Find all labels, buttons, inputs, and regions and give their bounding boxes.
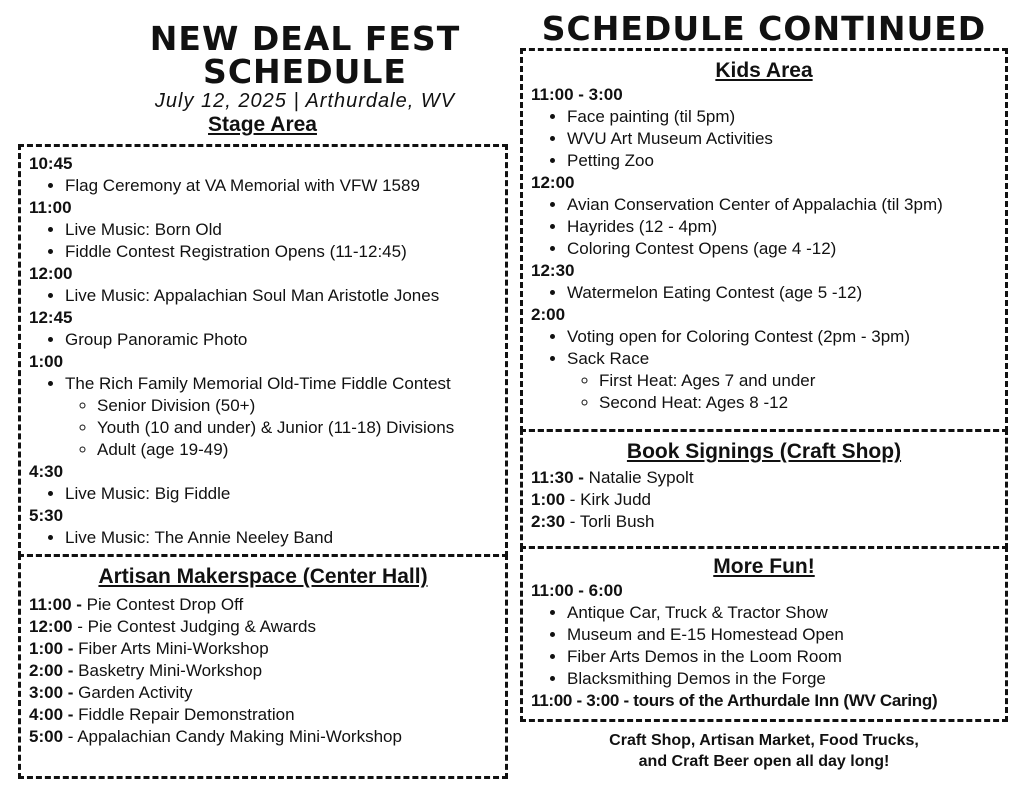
book-signings-heading: Book Signings (Craft Shop) (626, 440, 902, 463)
event-text: Live Music: Appalachian Soul Man Aristotle Jones (65, 286, 440, 305)
page-title (20, 19, 590, 91)
line-text: - Pie Contest Judging & Awards (77, 617, 316, 637)
line-time: 1:00 - (29, 639, 74, 659)
event-text: Flag Ceremony at VA Memorial with VFW 1589 (65, 176, 420, 195)
more-fun-item: • Fiber Arts Demos in the Loom Room (567, 646, 997, 668)
time-label: 12:00 (531, 173, 575, 193)
event-list (29, 175, 497, 197)
line-time: 11:00 - (29, 595, 82, 615)
continued-title: SCHEDULE CONTINUED (541, 9, 987, 48)
event-text: Live Music: The Annie Neeley Band (65, 528, 334, 547)
line-time: 2:00 - (29, 661, 74, 681)
time-label: 2:00 (531, 305, 566, 325)
sub-event-item: ◦ Second Heat: Ages 8 -12 (599, 392, 997, 414)
footer-line-2: and Craft Beer open all day long! (638, 753, 890, 770)
kids-area-heading: Kids Area (715, 59, 813, 82)
event-text: Petting Zoo (567, 151, 654, 171)
schedule-line (29, 682, 497, 704)
event-item (65, 241, 497, 263)
schedule-line (29, 594, 497, 616)
event-text: Face painting (til 5pm) (567, 107, 736, 127)
line-time: 3:00 - (29, 683, 74, 703)
time-label: 12:45 (29, 308, 73, 327)
line-time: 4:00 - (29, 705, 74, 725)
time-label: 12:30 (531, 261, 575, 281)
line-time: 2:30 (531, 512, 566, 532)
schedule-line (531, 511, 997, 533)
event-list (29, 285, 497, 307)
line-text: - Appalachian Candy Making Mini-Workshop (67, 727, 402, 747)
event-item (567, 238, 997, 260)
sub-event-item: ◦ First Heat: Ages 7 and under (599, 370, 997, 392)
time-label: 11:00 (29, 198, 72, 217)
artisan-box (18, 554, 508, 779)
event-text: Sack Race (567, 349, 650, 369)
line-time: 12:00 (29, 617, 73, 637)
line-time: 5:00 (29, 727, 64, 747)
line-text: Garden Activity (78, 683, 193, 703)
event-text: Group Panoramic Photo (65, 330, 248, 349)
time-label: 10:45 (29, 154, 73, 173)
event-text: Avian Conservation Center of Appalachia (til 3pm) (567, 195, 943, 215)
event-list (29, 527, 497, 549)
title-line-2: SCHEDULE (203, 52, 407, 91)
event-item (65, 483, 497, 505)
event-item (65, 219, 497, 241)
line-text: Fiddle Repair Demonstration (78, 705, 295, 725)
event-list (531, 194, 997, 260)
inn-tours-line: 11:00 - 3:00 - tours of the Arthurdale Inn (WV Caring) (531, 691, 938, 711)
schedule-line (29, 704, 497, 726)
line-time: 11:30 - (531, 468, 584, 488)
event-text: Hayrides (12 - 4pm) (567, 217, 718, 237)
time-label: 4:30 (29, 462, 64, 481)
stage-area-box (18, 144, 508, 557)
sub-event-list (65, 395, 497, 461)
more-fun-time: 11:00 - 6:00 (531, 581, 623, 601)
more-fun-box (520, 546, 1008, 722)
event-text: Live Music: Big Fiddle (65, 484, 231, 503)
event-item (567, 106, 997, 128)
event-item (567, 194, 997, 216)
title-line-1: NEW DEAL FEST (149, 19, 461, 58)
line-text: Fiber Arts Mini-Workshop (78, 639, 269, 659)
schedule-line (531, 467, 997, 489)
line-time: 1:00 (531, 490, 566, 510)
event-item (65, 527, 497, 549)
event-item (567, 348, 997, 414)
event-text: Watermelon Eating Contest (age 5 -12) (567, 283, 863, 303)
event-item (65, 285, 497, 307)
more-fun-list (531, 602, 997, 690)
event-list (531, 282, 997, 304)
book-signings-schedule (531, 467, 997, 533)
event-item (567, 216, 997, 238)
line-text: Natalie Sypolt (588, 468, 694, 488)
stage-schedule (29, 153, 497, 549)
artisan-heading: Artisan Makerspace (Center Hall) (98, 565, 428, 588)
kids-schedule (531, 84, 997, 414)
book-signings-box (520, 429, 1008, 549)
line-text: Basketry Mini-Workshop (78, 661, 263, 681)
stage-area-heading: Stage Area (208, 113, 317, 136)
line-text: - Torli Bush (569, 512, 655, 532)
more-fun-item: • Antique Car, Truck & Tractor Show (567, 602, 997, 624)
event-list (531, 326, 997, 414)
sub-event-item: ◦ Youth (10 and under) & Junior (11-18) Divisions (97, 417, 497, 439)
event-text: WVU Art Museum Activities (567, 129, 773, 149)
artisan-schedule (29, 594, 497, 748)
event-item (567, 128, 997, 150)
event-text: Live Music: Born Old (65, 220, 222, 239)
footer-note (520, 730, 1008, 772)
event-item (567, 282, 997, 304)
event-item (567, 150, 997, 172)
footer-line-1: Craft Shop, Artisan Market, Food Trucks, (609, 732, 919, 749)
event-list (29, 483, 497, 505)
event-item (567, 326, 997, 348)
time-label: 12:00 (29, 264, 73, 283)
event-text: The Rich Family Memorial Old-Time Fiddle Contest (65, 374, 451, 393)
schedule-line (531, 489, 997, 511)
kids-area-box (520, 48, 1008, 432)
event-text: Voting open for Coloring Contest (2pm - 3pm) (567, 327, 911, 347)
more-fun-item: • Blacksmithing Demos in the Forge (567, 668, 997, 690)
event-item (65, 329, 497, 351)
schedule-line (29, 616, 497, 638)
event-text: Fiddle Contest Registration Opens (11-12:45) (65, 242, 407, 261)
event-list (29, 329, 497, 351)
sub-event-item: ◦ Senior Division (50+) (97, 395, 497, 417)
event-item (65, 373, 497, 461)
schedule-line (29, 638, 497, 660)
time-label: 11:00 - 3:00 (531, 85, 623, 105)
schedule-line (29, 726, 497, 748)
line-text: - Kirk Judd (569, 490, 652, 510)
time-label: 1:00 (29, 352, 64, 371)
schedule-line (29, 660, 497, 682)
event-list (531, 106, 997, 172)
sub-event-item: ◦ Adult (age 19-49) (97, 439, 497, 461)
more-fun-heading: More Fun! (713, 555, 815, 578)
event-list (29, 219, 497, 263)
event-list (29, 373, 497, 461)
sub-event-list (567, 370, 997, 414)
event-item (65, 175, 497, 197)
line-text: Pie Contest Drop Off (86, 595, 244, 615)
time-label: 5:30 (29, 506, 64, 525)
event-date-location: July 12, 2025 | Arthurdale, WV (154, 90, 456, 112)
more-fun-item: • Museum and E-15 Homestead Open (567, 624, 997, 646)
event-text: Coloring Contest Opens (age 4 -12) (567, 239, 837, 259)
